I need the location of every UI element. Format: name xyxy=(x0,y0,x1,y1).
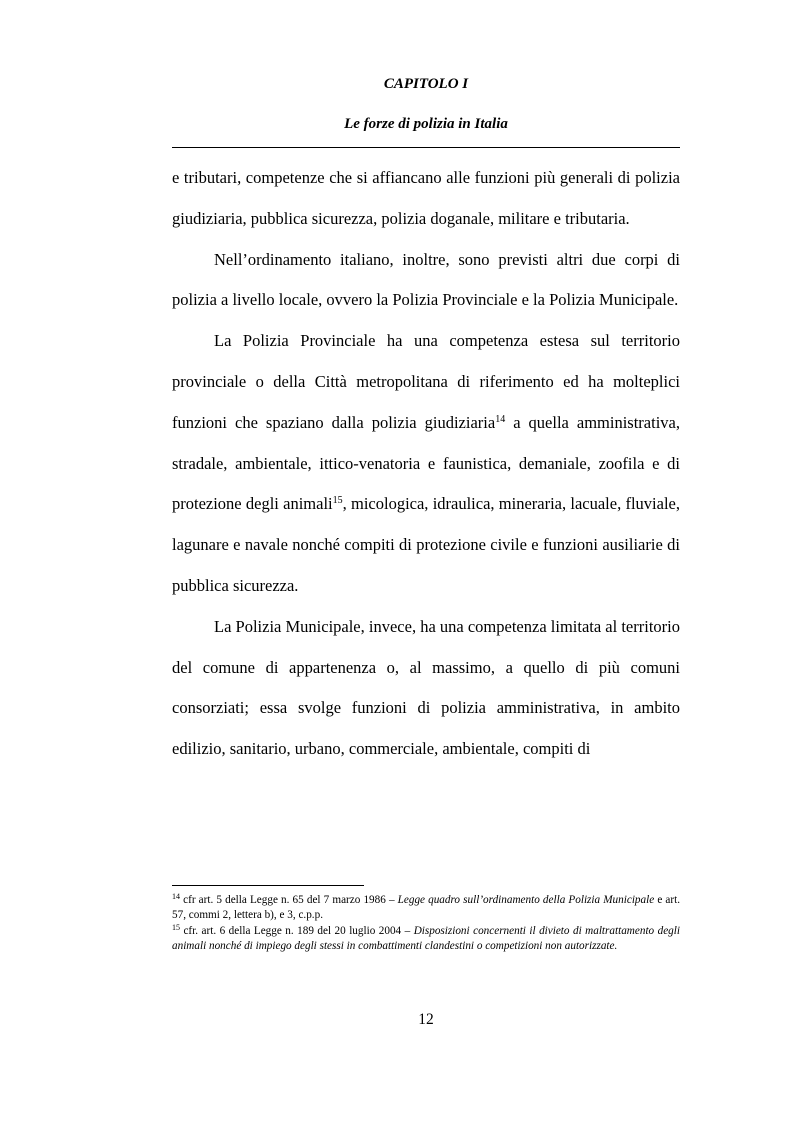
footnote-ref-15[interactable]: 15 xyxy=(332,495,343,507)
chapter-heading: CAPITOLO I xyxy=(383,76,469,92)
footnote-number: 15 xyxy=(172,922,180,932)
footnotes xyxy=(172,893,680,955)
chapter-subtitle: Le forze di polizia in Italia xyxy=(344,116,508,132)
footnote-divider xyxy=(172,885,364,886)
paragraph-3-text-b: a quella amministrativa, stradale, ambientale, ittico-venatoria e faunistica, demaniale, zoofila e di protezione degli animali xyxy=(172,412,680,514)
footnote-text: cfr. art. 6 della Legge n. 189 del 20 luglio 2004 – xyxy=(180,924,414,937)
footnote-text: e art. 57, commi 2, lettera b), e 3, c.p.p. xyxy=(172,894,681,922)
paragraph-3 xyxy=(172,321,680,607)
paragraph-4: La Polizia Municipale, invece, ha una competenza limitata al territorio del comune di appartenenza o, al massimo, a quello di più comuni consorziati; essa svolge funzioni di polizia amministrativa, in ambito edilizio, sanitario, urbano, commerciale, ambientale, compiti di xyxy=(172,616,680,759)
footnote-ref-14[interactable]: 14 xyxy=(495,413,506,425)
paragraph-1: e tributari, competenze che si affiancano alle funzioni più generali di polizia giudiziaria, pubblica sicurezza, polizia doganale, militare e tributaria. xyxy=(172,168,680,228)
page-number: 12 xyxy=(418,1011,434,1028)
footnote-number: 14 xyxy=(172,892,180,901)
paragraph-2: Nell’ordinamento italiano, inoltre, sono previsti altri due corpi di polizia a livello locale, ovvero la Polizia Provinciale e la Polizia Municipale. xyxy=(172,249,680,310)
footnote-text: cfr art. 5 della Legge n. 65 del 7 marzo 1986 – xyxy=(180,894,398,906)
header-divider xyxy=(172,147,680,148)
footnote-law-title: Disposizioni concernenti il divieto di maltrattamento degli animali nonché di impiego degli stessi in combattimenti clandestini o competizioni non autorizzate. xyxy=(172,924,680,953)
paragraph-3-text-c: , micologica, idraulica, mineraria, lacuale, fluviale, lagunare e navale nonché compiti di protezione civile e funzioni ausiliarie di pubblica sicurezza. xyxy=(172,494,680,595)
footnote-15 xyxy=(172,924,680,955)
paragraph-3-text-a: La Polizia Provinciale ha una competenza estesa sul territorio provinciale o della Città metropolitana di riferimento ed ha molteplici funzioni che spaziano dalla polizia giudiziaria xyxy=(172,331,680,432)
footnote-law-title: Legge quadro sull’ordinamento della Polizia Municipale xyxy=(397,894,655,906)
body-text xyxy=(172,158,680,770)
footnote-14 xyxy=(172,893,680,924)
